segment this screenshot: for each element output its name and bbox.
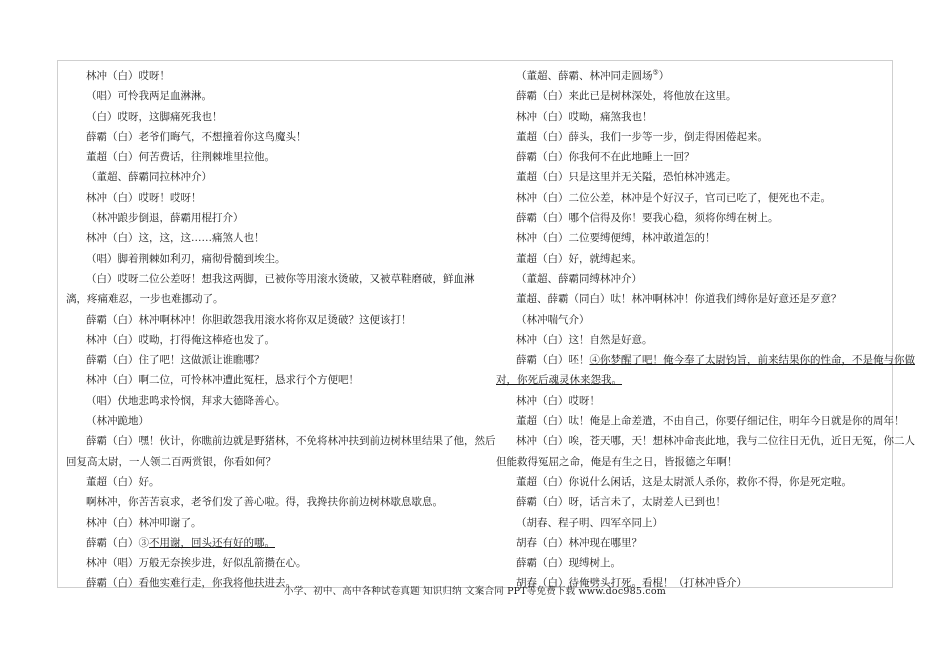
script-line: [66, 370, 466, 390]
line-text: （胡春、程子明、四军卒同上）: [516, 516, 663, 529]
script-line: [66, 86, 466, 106]
line-text: （唱）脚着荆棘如利刃，痛彻骨髓到埃尘。: [86, 252, 286, 265]
script-line: [66, 289, 466, 309]
line-text: 林冲（白）唉，苍天哪，天！想林冲命丧此地，我与二位往日无仇，近日无冤，你二人: [516, 435, 915, 448]
line-text: （唱）伏地悲鸣求怜悯，拜求大德降善心。: [86, 394, 286, 407]
line-text: 胡春（白）待俺劈头打死。看棍！（打林冲昏介）: [516, 577, 747, 590]
script-line: [66, 249, 466, 269]
line-text: 林冲（白）这！自然是好意。: [516, 333, 653, 346]
line-text: （董超、薛霸同缚林冲介）: [516, 272, 642, 285]
line-text: 董超、薛霸（同白）呔！林冲啊林冲！你道我们缚你是好意还是歹意？: [516, 293, 842, 306]
script-line: [496, 208, 896, 228]
script-line: [496, 472, 896, 492]
script-line: [66, 310, 466, 330]
script-line: [496, 289, 896, 309]
line-text: 薛霸（白）嘿！伙计，你瞧前边就是野猪林，不免将林冲扶到前边树林里结果了他，然后: [86, 435, 496, 448]
line-text: 林冲（白）哎呀！: [86, 70, 170, 82]
script-line: [66, 350, 466, 370]
line-text: （唱）可怜我两足血淋淋。: [86, 90, 212, 103]
line-text: 林冲（白）哎呦，痛煞我也！: [516, 110, 653, 123]
line-text: ）: [658, 70, 670, 82]
script-line: [496, 452, 896, 472]
script-line: [496, 310, 896, 330]
script-line: [496, 228, 896, 248]
line-text: （董超、薛霸同拉林冲介）: [86, 171, 212, 184]
script-line: [66, 147, 466, 167]
line-text: 薛霸（白）你我何不在此地睡上一回？: [516, 151, 695, 164]
script-line: [66, 269, 475, 289]
underlined-question-text: 对，你死后魂灵休来怨我。: [496, 374, 622, 387]
underlined-question-text: 不用谢，回头还有好的哪。: [149, 536, 275, 549]
script-line: [496, 533, 896, 553]
script-line: [496, 513, 896, 533]
script-line: [496, 553, 896, 573]
line-text: 林冲（白）二位要缚便缚，林冲敢道怎的！: [516, 232, 716, 245]
line-text: 林冲（白）哎呀！: [516, 394, 600, 407]
line-text: 董超（白）只是这里并无关隘，恐怕林冲逃走。: [516, 171, 737, 184]
script-line: [496, 350, 915, 370]
line-text: 啊林冲，你苦苦哀求，老爷们发了善心啦。得，我搀扶你前边树林歇息歇息。: [86, 496, 443, 509]
script-line: [496, 127, 896, 147]
line-text: 胡春（白）林冲现在哪里？: [516, 536, 642, 549]
line-text: 但能救得冤屈之命，俺是有生之日，皆报德之年啊！: [496, 455, 738, 468]
line-text: 薛霸（白）看他实难行走，你我将他扶进去。: [86, 577, 296, 590]
right-column: [496, 66, 915, 594]
line-text: 董超（白）好，就缚起来。: [516, 252, 642, 265]
script-line: [496, 492, 896, 512]
line-text: 林冲（白）林冲叩谢了。: [86, 516, 202, 529]
line-text: 薛霸（白）哪个信得及你！要我心稳，须将你缚在树上。: [516, 212, 779, 225]
script-line: [66, 330, 466, 350]
script-line: [496, 86, 896, 106]
script-line: [66, 533, 466, 553]
script-line: [496, 147, 896, 167]
line-text: 董超（白）何苦费话，往荆棘堆里拉他。: [86, 151, 275, 164]
script-line: [496, 107, 896, 127]
script-line: [496, 66, 896, 86]
script-line: [66, 228, 466, 248]
footnote-marker: ⑤: [652, 68, 659, 77]
line-text: 薛霸（白）林冲啊林冲！你胆敢怨我用滚水将你双足烫破？这便该打！: [86, 313, 412, 326]
script-line: [66, 208, 466, 228]
line-text: 林冲（白）这，这，这……痛煞人也！: [86, 232, 265, 245]
script-line: [496, 269, 896, 289]
script-line: [66, 452, 466, 472]
line-text: （白）哎呀二位公差呀！想我这两脚，已被你等用滚水烫破，又被草鞋磨破，鲜血淋: [86, 272, 475, 285]
line-text: （林冲踉步倒退，薛霸用棍打介）: [86, 212, 244, 225]
script-line: [496, 330, 896, 350]
script-line: [66, 431, 496, 451]
script-line: [66, 66, 466, 86]
line-text: （林冲喘气介）: [516, 313, 590, 326]
line-text: 林冲（白）哎呀！哎呀！: [86, 191, 202, 204]
script-line: [66, 492, 466, 512]
script-line: [66, 107, 466, 127]
line-text: 林冲（唱）万般无奈挨步进，好似乱箭攒在心。: [86, 557, 307, 570]
line-text: 薛霸（白）呀，话言未了，太尉差人已到也！: [516, 496, 726, 509]
line-text: 董超（白）好。: [86, 475, 160, 488]
underlined-question-text: ④你梦醒了吧！俺今奉了太尉钧旨，前来结果你的性命，不是俺与你做: [589, 354, 915, 367]
line-text: （白）哎呀，这脚痛死我也！: [86, 110, 223, 123]
line-text: 薛霸（白）现缚树上。: [516, 557, 621, 570]
line-text: 董超（白）呔！俺是上命差遣，不由自己，你要仔细记住，明年今日就是你的周年！: [516, 415, 905, 428]
line-text: 林冲（白）二位公差，林冲是个好汉子，官司已吃了，便死也不走。: [516, 191, 831, 204]
script-line: [66, 188, 466, 208]
line-text: 漓，疼痛难忍，一步也难挪动了。: [66, 293, 224, 306]
line-text: 薛霸（白）呸！: [516, 354, 590, 367]
line-text: 董超（白）薛头，我们一步等一步，倒走得困倦起来。: [516, 130, 768, 143]
line-text: 董超（白）你说什么闲话，这是太尉派人杀你，救你不得，你是死定啦。: [516, 475, 852, 488]
script-line: [66, 513, 466, 533]
script-line: [496, 411, 905, 431]
line-text: 薛霸（白）来此已是树林深处，将他放在这里。: [516, 90, 737, 103]
line-text: （林冲跪地）: [86, 415, 149, 428]
line-text: 薛霸（白）住了吧！这做派让谁瞧哪？: [86, 354, 265, 367]
script-line: [496, 188, 896, 208]
line-text: 林冲（白）哎呦，打得俺这棒疮也发了。: [86, 333, 275, 346]
page-footer: 小学、初中、高中各种试卷真题 知识归纳 文案合同 PPT等免费下载 www.doc985.com: [284, 586, 666, 597]
script-line: [66, 391, 466, 411]
line-text: （董超、薛霸、林冲同走圆场: [516, 70, 653, 82]
script-line: [496, 167, 896, 187]
script-line: [496, 431, 915, 451]
left-column: [66, 66, 496, 594]
script-line: [496, 370, 896, 390]
line-text: 回复高太尉，一人领二百两赏银，你看如何？: [66, 455, 276, 468]
script-line: [496, 391, 896, 411]
script-line: [66, 167, 466, 187]
script-line: [496, 249, 896, 269]
script-line: [66, 472, 466, 492]
script-line: [66, 553, 466, 573]
line-text: 薛霸（白）老爷们晦气，不想撞着你这鸟魔头！: [86, 130, 307, 143]
line-text: 林冲（白）啊二位，可怜林冲遭此冤枉，恳求行个方便吧！: [86, 374, 359, 387]
script-line: [66, 411, 466, 431]
line-text: 薛霸（白）③: [86, 536, 149, 549]
script-line: [66, 127, 466, 147]
